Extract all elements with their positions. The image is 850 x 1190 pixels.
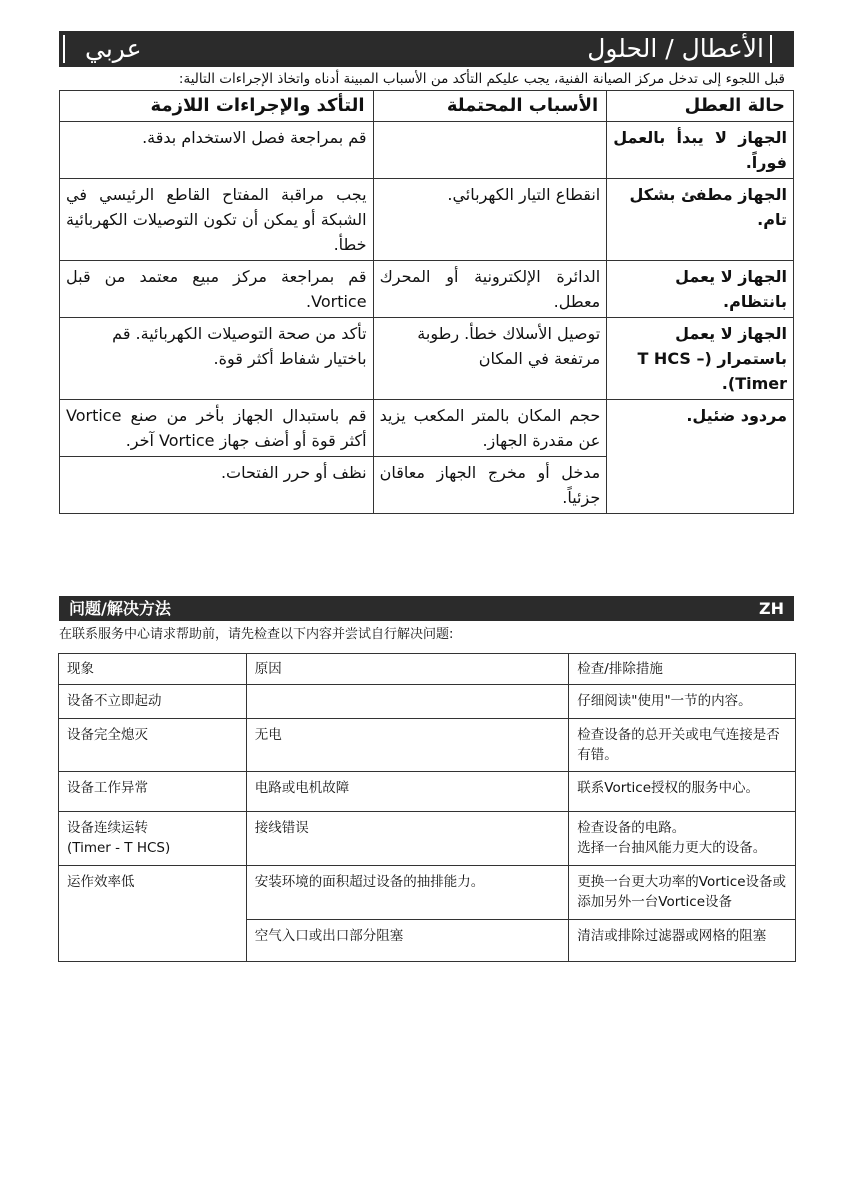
action-cell: تأكد من صحة التوصيلات الكهربائية. قم باختيار شفاط أكثر قوة. [60, 318, 374, 400]
symptom-cell: مردود ضئيل. [607, 400, 794, 514]
table-row [60, 400, 794, 457]
table-row [60, 261, 794, 318]
troubleshooting-table-chinese [58, 653, 796, 962]
table-row [59, 719, 796, 772]
table-row [59, 812, 796, 866]
section-title: 问题/解决方法 [69, 599, 171, 618]
table-header-row [59, 654, 796, 685]
header-divider [770, 35, 772, 63]
table-row [60, 179, 794, 261]
action-cell: 联系Vortice授权的服务中心。 [569, 772, 796, 812]
cause-cell: 电路或电机故障 [246, 772, 569, 812]
cause-cell [246, 685, 569, 719]
cause-cell: مدخل أو مخرج الجهاز معاقان جزئياً. [373, 457, 607, 514]
intro-text: 在联系服务中心请求帮助前，请先检查以下内容并尝试自行解决问题: [59, 627, 454, 642]
cause-cell: 空气入口或出口部分阻塞 [246, 920, 569, 962]
action-cell: قم بمراجعة مركز مبيع معتمد من قبل Vortice. [60, 261, 374, 318]
action-cell: 仔细阅读"使用"一节的内容。 [569, 685, 796, 719]
cause-cell: انقطاع التيار الكهربائي. [373, 179, 607, 261]
column-header-action: التأكد والإجراءات اللازمة [60, 91, 374, 122]
cause-cell: الدائرة الإلكترونية أو المحرك معطل. [373, 261, 607, 318]
header-divider [63, 35, 65, 63]
troubleshooting-table-arabic [59, 90, 794, 514]
arabic-section-header [59, 31, 794, 67]
symptom-cell: الجهاز لا يعمل بانتظام. [607, 261, 794, 318]
action-cell: 更换一台更大功率的Vortice设备或添加另外一台Vortice设备 [569, 866, 796, 920]
column-header-action: 检查/排除措施 [569, 654, 796, 685]
action-cell: 检查设备的总开关或电气连接是否有错。 [569, 719, 796, 772]
section-title: الأعطال / الحلول [587, 34, 764, 63]
symptom-text: 设备连续运转 [67, 820, 148, 836]
symptom-cell: الجهاز لا يبدأ بالعمل فوراً. [607, 122, 794, 179]
cause-cell: 接线错误 [246, 812, 569, 866]
intro-text: قبل اللجوء إلى تدخل مركز الصيانة الفنية، يجب عليكم التأكد من الأسباب المبينة أدناه واتخاذ الإجراءات التالية: [178, 71, 785, 87]
column-header-symptom: 现象 [59, 654, 247, 685]
table-row [59, 772, 796, 812]
table-header-row [60, 91, 794, 122]
symptom-cell: الجهاز لا يعمل باستمرار (T HCS – Timer). [607, 318, 794, 400]
column-header-cause: 原因 [246, 654, 569, 685]
symptom-cell: 运作效率低 [59, 866, 247, 962]
table-row [60, 318, 794, 400]
action-cell: يجب مراقبة المفتاح القاطع الرئيسي في الشبكة أو يمكن أن تكون التوصيلات الكهربائية خطأ. [60, 179, 374, 261]
symptom-cell: 设备工作异常 [59, 772, 247, 812]
action-cell: 清洁或排除过滤器或网格的阻塞 [569, 920, 796, 962]
action-cell [569, 812, 796, 866]
action-text: 检查设备的电路。 [577, 820, 686, 836]
language-label: عربي [85, 34, 142, 63]
chinese-section-header [59, 596, 794, 621]
action-cell: قم بمراجعة فصل الاستخدام بدقة. [60, 122, 374, 179]
action-cell: قم باستبدال الجهاز بأخر من صنع Vortice أكثر قوة أو أضف جهاز Vortice آخر. [60, 400, 374, 457]
cause-cell: 安装环境的面积超过设备的抽排能力。 [246, 866, 569, 920]
cause-cell: 无电 [246, 719, 569, 772]
symptom-cell [59, 812, 247, 866]
table-row [59, 685, 796, 719]
column-header-cause: الأسباب المحتملة [373, 91, 607, 122]
action-cell: نظف أو حرر الفتحات. [60, 457, 374, 514]
symptom-cell: 设备完全熄灭 [59, 719, 247, 772]
symptom-cell: 设备不立即起动 [59, 685, 247, 719]
table-row [60, 122, 794, 179]
cause-cell [373, 122, 607, 179]
symptom-cell: الجهاز مطفئ بشكل تام. [607, 179, 794, 261]
symptom-note: (Timer - T HCS) [67, 840, 171, 856]
cause-cell: توصيل الأسلاك خطأ. رطوبة مرتفعة في المكان [373, 318, 607, 400]
action-text: 选择一台抽风能力更大的设备。 [577, 840, 767, 856]
column-header-symptom: حالة العطل [607, 91, 794, 122]
table-row [59, 866, 796, 920]
cause-cell: حجم المكان بالمتر المكعب يزيد عن مقدرة الجهاز. [373, 400, 607, 457]
language-label: ZH [759, 599, 784, 618]
